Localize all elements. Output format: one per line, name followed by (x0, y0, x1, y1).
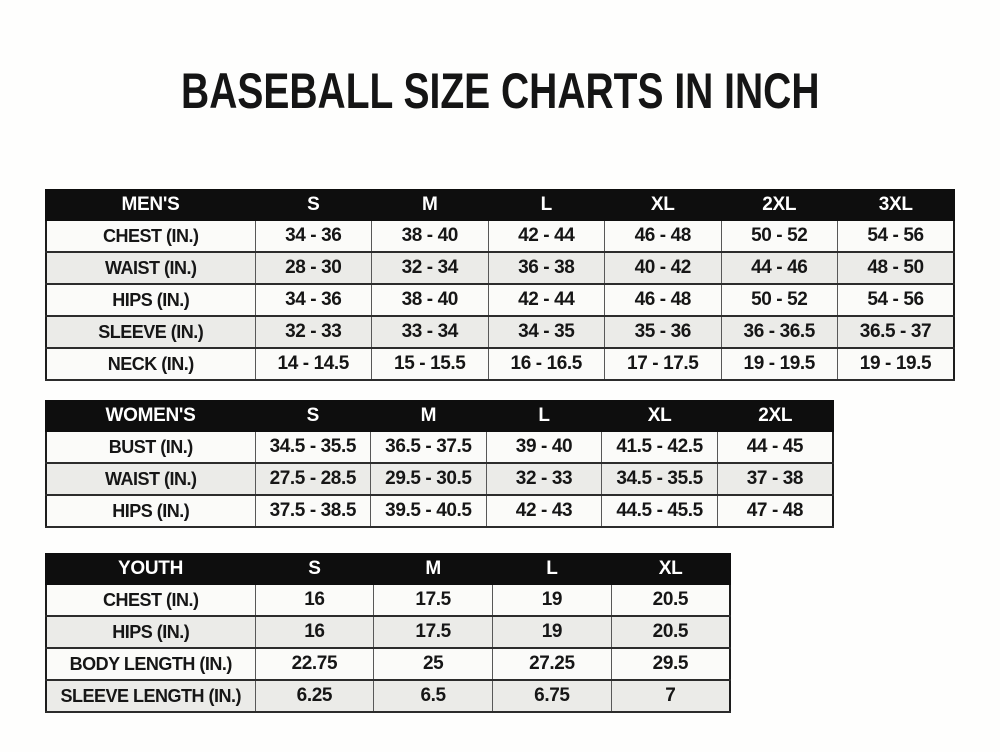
size-column-header: 2XL (721, 190, 838, 220)
row-label: WAIST (IN.) (46, 252, 255, 284)
size-column-header: S (255, 401, 371, 431)
size-value-cell: 36.5 - 37 (838, 316, 955, 348)
size-value-cell: 39 - 40 (486, 431, 602, 463)
size-value-cell: 20.5 (611, 584, 730, 616)
size-value-cell: 34.5 - 35.5 (602, 463, 718, 495)
size-value-cell: 54 - 56 (838, 220, 955, 252)
size-value-cell: 37 - 38 (717, 463, 833, 495)
size-value-cell: 44 - 46 (721, 252, 838, 284)
header-row (46, 190, 954, 220)
header-row (46, 554, 730, 584)
size-value-cell: 19 - 19.5 (721, 348, 838, 380)
size-value-cell: 47 - 48 (717, 495, 833, 527)
size-value-cell: 6.75 (493, 680, 612, 712)
size-value-cell: 34 - 36 (255, 284, 372, 316)
size-value-cell: 14 - 14.5 (255, 348, 372, 380)
size-value-cell: 16 (255, 616, 374, 648)
measurement-row (46, 348, 954, 380)
size-value-cell: 27.25 (493, 648, 612, 680)
row-label: HIPS (IN.) (46, 616, 255, 648)
size-column-header: XL (611, 554, 730, 584)
size-value-cell: 38 - 40 (372, 220, 489, 252)
size-value-cell: 17 - 17.5 (605, 348, 722, 380)
row-label: SLEEVE LENGTH (IN.) (46, 680, 255, 712)
measurement-row (46, 220, 954, 252)
size-column-header: XL (602, 401, 718, 431)
size-value-cell: 42 - 44 (488, 220, 605, 252)
size-column-header: S (255, 190, 372, 220)
size-value-cell: 36 - 38 (488, 252, 605, 284)
size-value-cell: 16 - 16.5 (488, 348, 605, 380)
size-value-cell: 29.5 - 30.5 (371, 463, 487, 495)
size-value-cell: 37.5 - 38.5 (255, 495, 371, 527)
size-value-cell: 17.5 (374, 616, 493, 648)
measurement-row (46, 584, 730, 616)
size-value-cell: 33 - 34 (372, 316, 489, 348)
size-column-header: L (488, 190, 605, 220)
page-title-wrap (0, 62, 1000, 120)
size-value-cell: 32 - 34 (372, 252, 489, 284)
size-value-cell: 19 (493, 584, 612, 616)
table-group-header: MEN'S (46, 190, 255, 220)
size-column-header: L (486, 401, 602, 431)
size-value-cell: 15 - 15.5 (372, 348, 489, 380)
row-label: CHEST (IN.) (46, 220, 255, 252)
size-column-header: M (372, 190, 489, 220)
youth-size-chart-table (45, 553, 731, 713)
size-value-cell: 6.25 (255, 680, 374, 712)
size-value-cell: 20.5 (611, 616, 730, 648)
size-value-cell: 7 (611, 680, 730, 712)
size-column-header: 3XL (838, 190, 955, 220)
measurement-row (46, 648, 730, 680)
size-value-cell: 29.5 (611, 648, 730, 680)
measurement-row (46, 616, 730, 648)
measurement-row (46, 316, 954, 348)
row-label: WAIST (IN.) (46, 463, 255, 495)
row-label: BUST (IN.) (46, 431, 255, 463)
size-column-header: M (371, 401, 487, 431)
size-value-cell: 44.5 - 45.5 (602, 495, 718, 527)
measurement-row (46, 495, 833, 527)
size-value-cell: 46 - 48 (605, 284, 722, 316)
size-column-header: M (374, 554, 493, 584)
size-value-cell: 35 - 36 (605, 316, 722, 348)
table-group-header: WOMEN'S (46, 401, 255, 431)
size-value-cell: 54 - 56 (838, 284, 955, 316)
size-value-cell: 36 - 36.5 (721, 316, 838, 348)
size-value-cell: 42 - 43 (486, 495, 602, 527)
size-value-cell: 25 (374, 648, 493, 680)
size-value-cell: 34 - 36 (255, 220, 372, 252)
size-value-cell: 19 - 19.5 (838, 348, 955, 380)
size-value-cell: 22.75 (255, 648, 374, 680)
measurement-row (46, 252, 954, 284)
size-value-cell: 41.5 - 42.5 (602, 431, 718, 463)
size-value-cell: 46 - 48 (605, 220, 722, 252)
size-value-cell: 34.5 - 35.5 (255, 431, 371, 463)
size-value-cell: 32 - 33 (486, 463, 602, 495)
header-row (46, 401, 833, 431)
size-value-cell: 50 - 52 (721, 284, 838, 316)
size-value-cell: 36.5 - 37.5 (371, 431, 487, 463)
size-value-cell: 38 - 40 (372, 284, 489, 316)
size-value-cell: 16 (255, 584, 374, 616)
size-value-cell: 32 - 33 (255, 316, 372, 348)
size-column-header: 2XL (717, 401, 833, 431)
row-label: BODY LENGTH (IN.) (46, 648, 255, 680)
size-value-cell: 48 - 50 (838, 252, 955, 284)
size-column-header: XL (605, 190, 722, 220)
size-value-cell: 28 - 30 (255, 252, 372, 284)
size-value-cell: 19 (493, 616, 612, 648)
size-value-cell: 17.5 (374, 584, 493, 616)
page-title: BASEBALL SIZE CHARTS IN INCH (180, 63, 820, 119)
size-column-header: L (493, 554, 612, 584)
womens-size-chart-table (45, 400, 834, 528)
row-label: SLEEVE (IN.) (46, 316, 255, 348)
size-value-cell: 34 - 35 (488, 316, 605, 348)
measurement-row (46, 463, 833, 495)
row-label: HIPS (IN.) (46, 495, 255, 527)
mens-size-chart-table (45, 189, 955, 381)
size-value-cell: 40 - 42 (605, 252, 722, 284)
size-value-cell: 44 - 45 (717, 431, 833, 463)
size-value-cell: 50 - 52 (721, 220, 838, 252)
size-value-cell: 42 - 44 (488, 284, 605, 316)
measurement-row (46, 431, 833, 463)
row-label: HIPS (IN.) (46, 284, 255, 316)
row-label: CHEST (IN.) (46, 584, 255, 616)
size-value-cell: 39.5 - 40.5 (371, 495, 487, 527)
table-group-header: YOUTH (46, 554, 255, 584)
row-label: NECK (IN.) (46, 348, 255, 380)
measurement-row (46, 680, 730, 712)
measurement-row (46, 284, 954, 316)
size-value-cell: 27.5 - 28.5 (255, 463, 371, 495)
size-column-header: S (255, 554, 374, 584)
size-value-cell: 6.5 (374, 680, 493, 712)
